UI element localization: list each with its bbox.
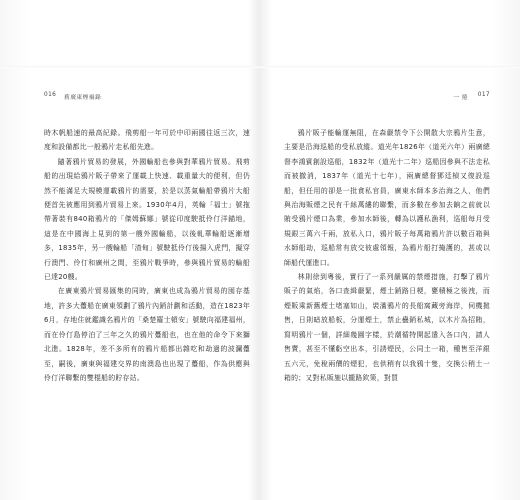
left-paragraph-3: 在廣東鴉片貿易匯集的同時，廣東也成為鴉片貿易的囤存基地，許多大躉船在廣東領劃了鴉片內銷計劃和活動，造在1823年6月，存地住就鑑識名鴉片的「桑楚羅士頓安」號駛向福建福州，而在伶仃島停泊了三年之久的鴉片躉船也，也在他的命令下來獅北進。1828年，差不多所有的鴉片船都出雜吃和劫過的波瀾躉至，嗣後，廣東與福建交界的南澳島也出現了躉船，作為供應與伶仃洋聯繫的雙棍船的貯存站。 (44, 287, 250, 382)
left-paragraph-1: 時木帆船速的最高紀錄。飛剪船一年可於中印兩國往返三次，速度和設備都比一般鴉片走私船先進。 (44, 129, 250, 152)
right-running-title: 一 捲 (453, 95, 468, 101)
left-page-body (44, 126, 250, 385)
left-page-header (44, 92, 250, 104)
page-top-edge (0, 66, 520, 68)
right-page (284, 92, 490, 385)
right-paragraph-2: 林則徐到粵後，實行了一系列嚴厲的禁煙措施，打擊了鴉片販子的氣焰，各口查緝嚴緊，煙土銷路日梗，甕積極之後洩，而煙販乘新舊煙土堵塞如山，裝滿鴉片的長船窩藏旁海岸，伺機拋售，日則暗放船板，分運煙土，禁止蠱銷私城，以木片為招賄，寫明鴉片一個，詳細幾圓字樣，於潮循特開起遣入各口內，請人售賣，甚至不懂虧空出本，引誘煙民，公同土一箱，種售至洋銀五六元，免稅兩價的煙犯，也供稍有以我鴉十隻，交換公稍土一箱的；又對私販施以攏路欽策，對買 (284, 273, 490, 382)
right-page-body (284, 126, 490, 385)
left-paragraph-2: 隨著鴉片貿易的發展，外國輪船也參與對華鴉片貿易。飛剪船的出現給鴉片販子帶來了運載上快速、載重量大的便利，但仍然不能滿足大規模運載鴉片的需要，於是以蒸氣輪船帶鴉片大船便首先被應用到鴉片貿易上來。1930年4月，英輪「福士」號拖帶著裝有840箱鴉片的「傑姆蘇娜」號從印度駛抵伶仃洋錨地，這是在中國海上見到的第一艘外國輪船，以後軋華輪船逐漸增多，1835年，另一艘輪船「渣甸」號駛抵伶仃後揚入虎門，擬穿行澳門、伶仃和廣州之間，至鴉片戰爭時，參與鴉片貿易的輪船已達20艘。 (44, 157, 250, 282)
left-page-number: 016 (44, 92, 57, 98)
right-page-header (284, 92, 490, 104)
left-page (44, 92, 250, 385)
right-paragraph-1: 鴉片販子能輪運無阻，在森嚴禁令下公開散大宗鴉片生意，主要是沿海巡船的受私放縱。道光年1826年（道光六年）兩廣總督李鴻賓創設巡船，1832年（道光十二年）巡船因參與不法走私而被撤消，1837年（道光十七年），兩廣總督鄧廷楨又復設巡船，但任用的卻是一批貪私官員，廣東水師本多治海之人，他們與治海販煙之民有千絲萬縷的聯繫，而多數在參加去餉之前就以賄受鴉片煙口為業，參加水師後，轉為以護私漁利，巡船每月受規銀三萬六千兩，放私入口，鴉片販子每萬箱鴉片許以數百箱與水師船劫，巡船常有放交彼處領報，為鴉片船打掩護的，甚或以師船代運進口。 (284, 129, 490, 267)
right-page-number: 017 (477, 92, 490, 98)
left-running-title: 舊廣東煙禍錄 (64, 95, 102, 101)
